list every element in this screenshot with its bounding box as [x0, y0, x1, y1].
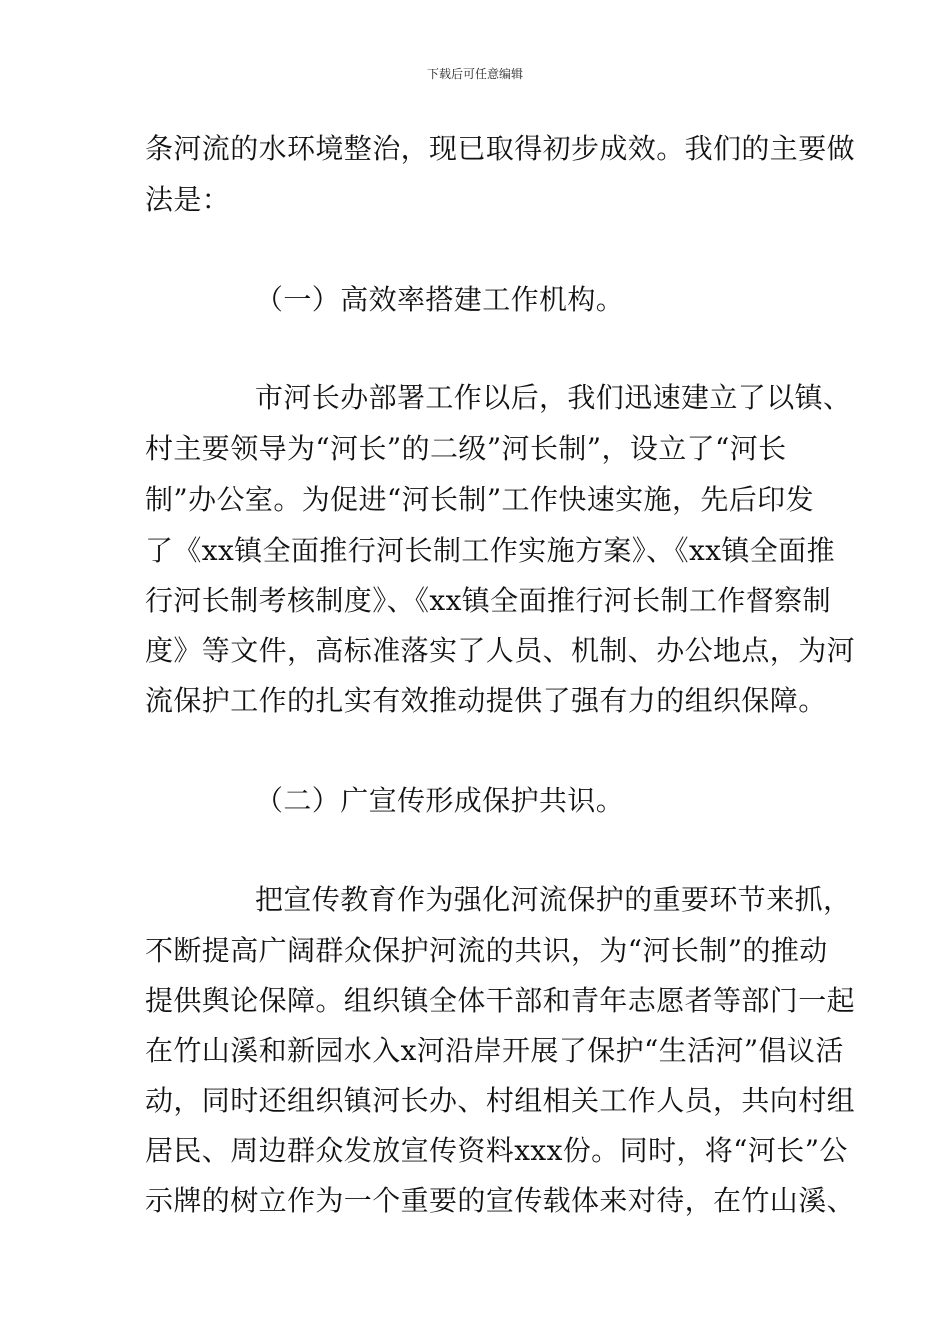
body-line: 制”办公室。为促进“河长制”工作快速实施，先后印发	[145, 483, 814, 516]
body-line: 度》等文件，高标准落实了人员、机制、办公地点，为河	[145, 634, 856, 667]
body-line: 把宣传教育作为强化河流保护的重要环节来抓，	[255, 883, 852, 916]
body-line: 示牌的树立作为一个重要的宣传载体来对待，在竹山溪、	[145, 1184, 856, 1217]
body-line: 条河流的水环境整治，现已取得初步成效。我们的主要做	[145, 132, 856, 165]
body-line: 在竹山溪和新园水入x河沿岸开展了保护“生活河”倡议活	[145, 1034, 844, 1067]
body-line: 居民、周边群众发放宣传资料xxx份。同时，将“河长”公	[145, 1134, 848, 1167]
body-line: 了《xx镇全面推行河长制工作实施方案》、《xx镇全面推	[145, 534, 835, 567]
body-line: 动，同时还组织镇河长办、村组相关工作人员，共向村组	[145, 1084, 856, 1117]
body-line: 不断提高广阔群众保护河流的共识，为“河长制”的推动	[145, 934, 828, 967]
body-line: 村主要领导为“河长”的二级”河长制”，设立了“河长	[145, 432, 787, 465]
body-line: 市河长办部署工作以后，我们迅速建立了以镇、	[255, 381, 852, 414]
section-heading: （一）高效率搭建工作机构。	[255, 283, 625, 316]
body-line: 流保护工作的扎实有效推动提供了强有力的组织保障。	[145, 684, 827, 717]
body-line: 提供舆论保障。组织镇全体干部和青年志愿者等部门一起	[145, 984, 856, 1017]
section-heading: （二）广宣传形成保护共识。	[255, 784, 625, 817]
body-line: 行河长制考核制度》、《xx镇全面推行河长制工作督察制	[145, 584, 831, 617]
body-line: 法是：	[145, 183, 231, 216]
page-header: 下载后可任意编辑	[426, 67, 523, 81]
